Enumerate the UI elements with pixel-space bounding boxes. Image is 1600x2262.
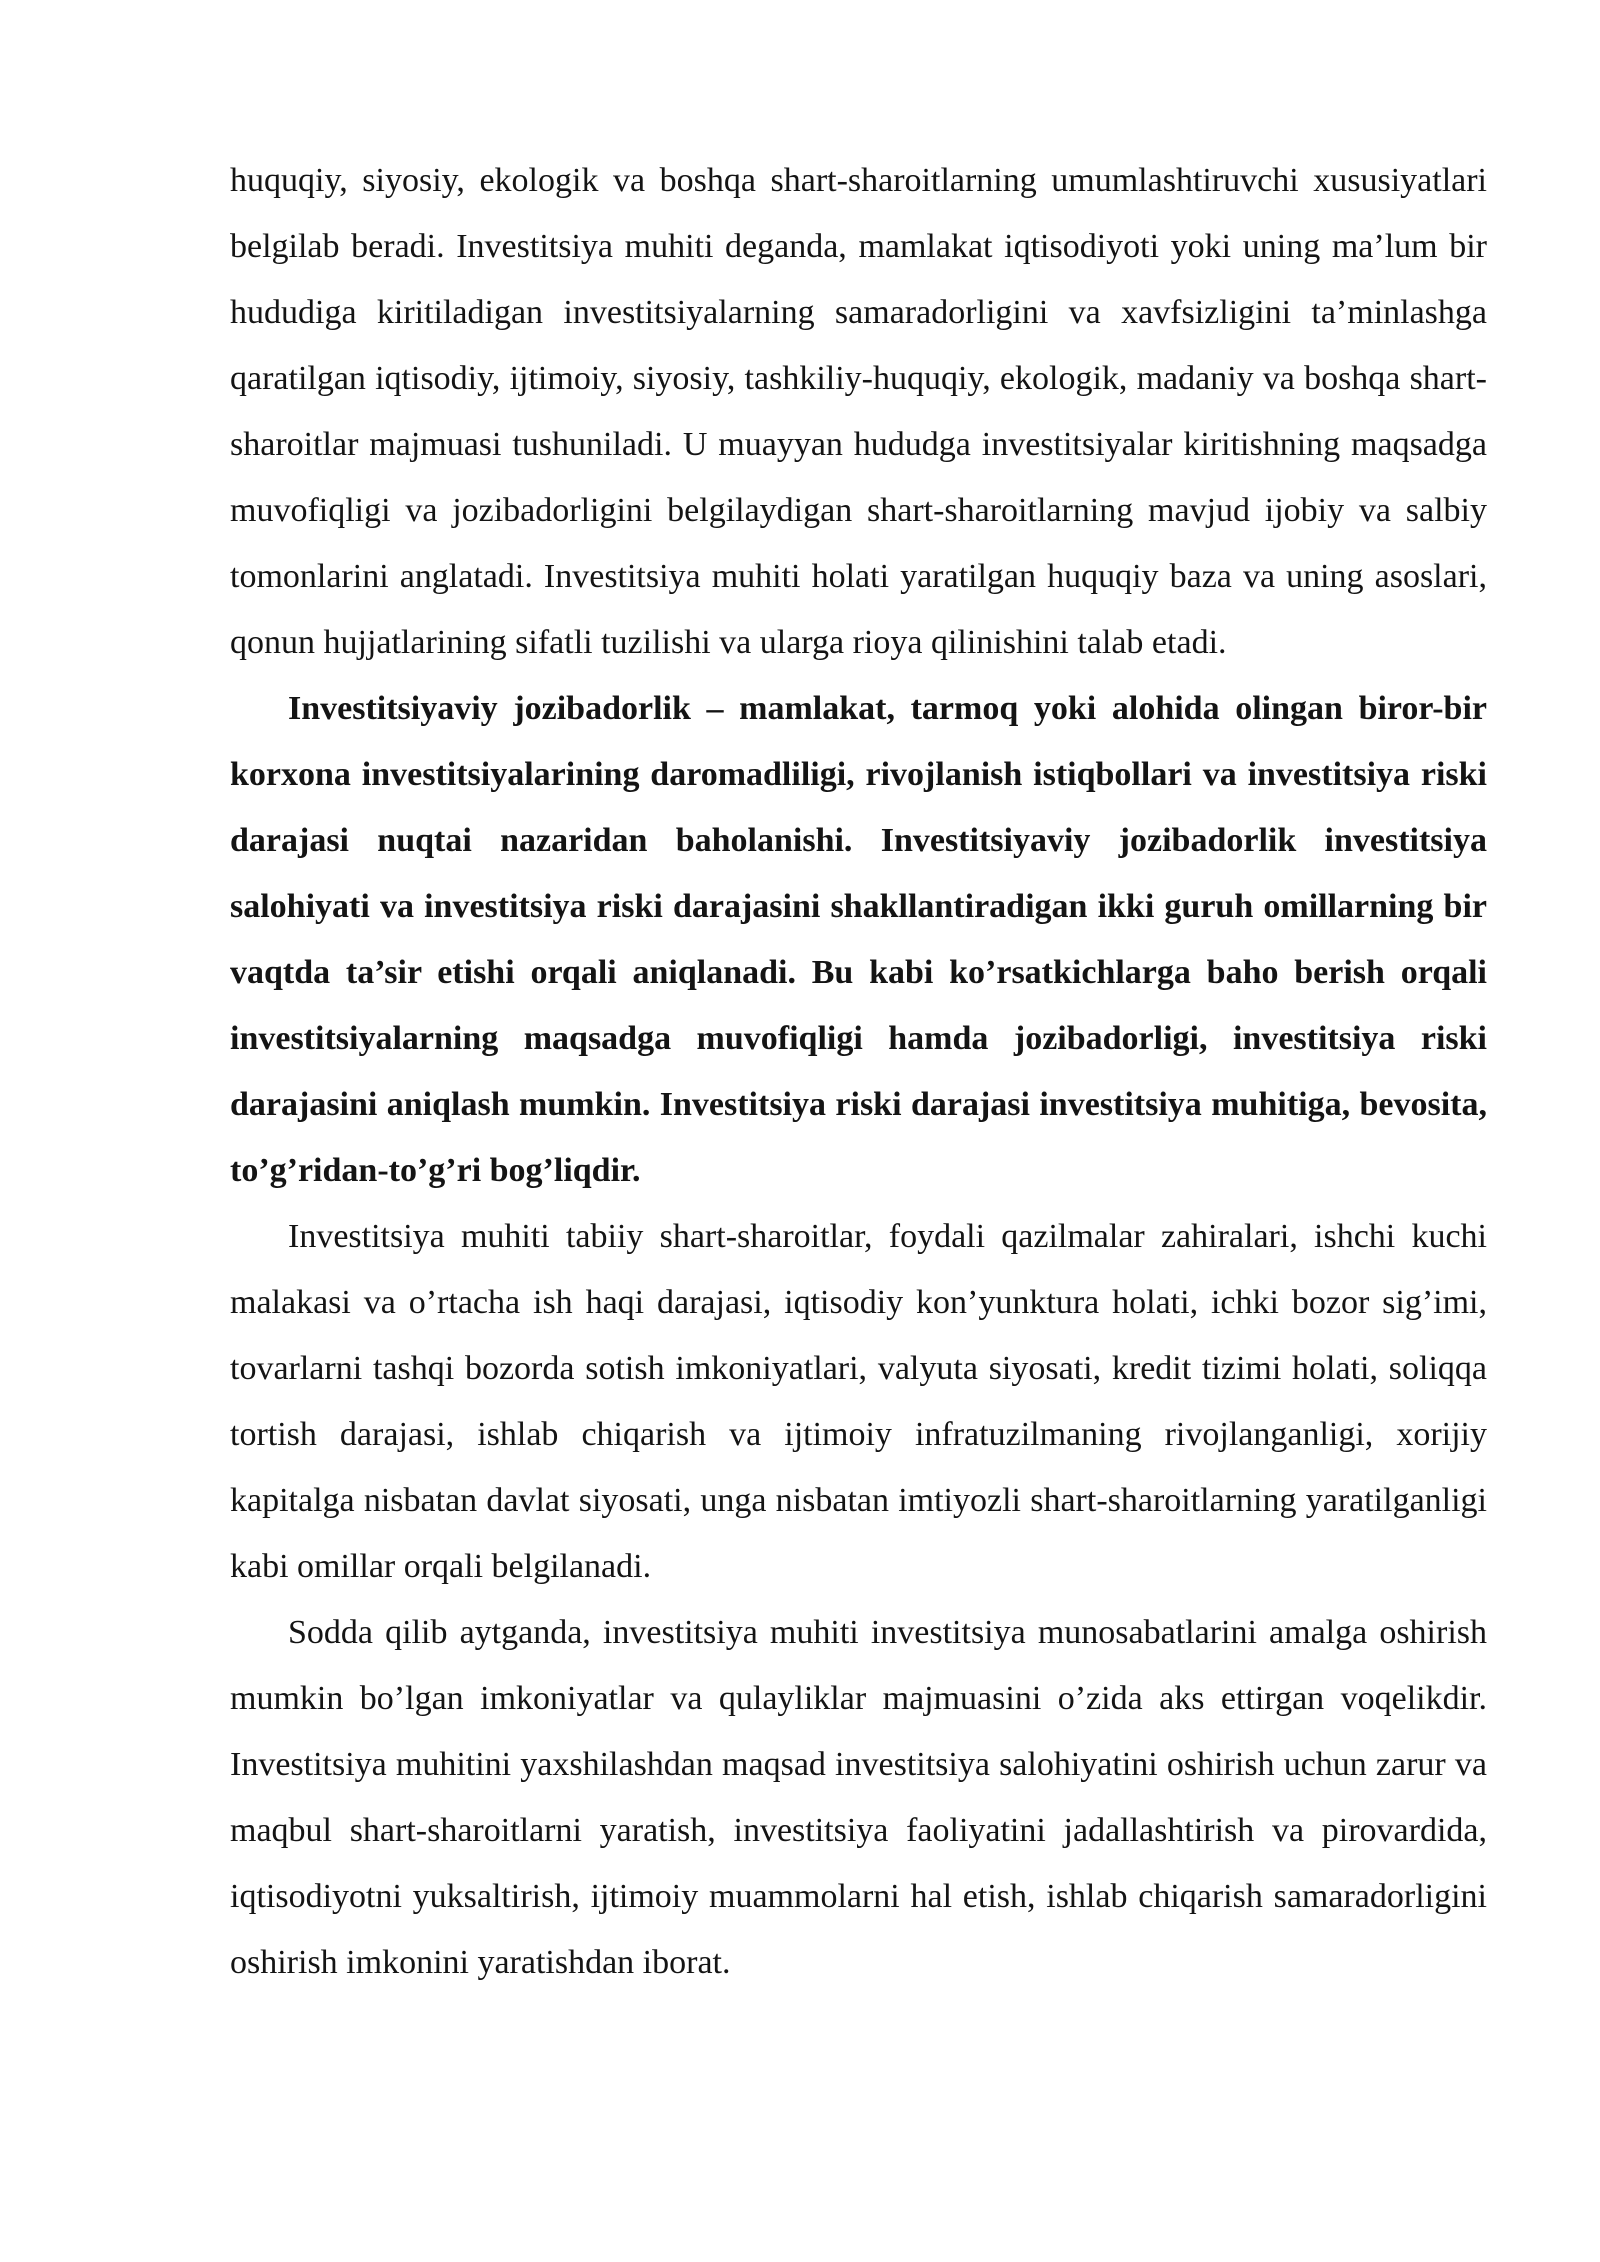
- paragraph-environment-factors: Investitsiya muhiti tabiiy shart-sharoitlar, foydali qazilmalar zahiralari, ishchi kuchi malakasi va o’rtacha ish haqi darajasi, iqtisodiy kon’yunktura holati, ichki bozor sig’imi, tovarlarni tashqi bozorda sotish imkoniyatlari, valyuta siyosati, kredit tizimi holati, soliqqa tortish darajasi, ishlab chiqarish va ijtimoiy infratuzilmaning rivojlanganligi, xorijiy kapitalga nisbatan davlat siyosati, unga nisbatan imtiyozli shart-sharoitlarning yaratilganligi kabi omillar orqali belgilanadi.: [230, 1218, 1487, 1585]
- paragraph-investment-environment-definition: huquqiy, siyosiy, ekologik va boshqa shart-sharoitlarning umumlashtiruvchi xususiyatlari belgilab beradi. Investitsiya muhiti deganda, mamlakat iqtisodiyoti yoki uning ma’lum bir hududiga kiritiladigan investitsiyalarning samaradorligini va xavfsizligini ta’minlashga qaratilgan iqtisodiy, ijtimoiy, siyosiy, tashkiliy-huquqiy, ekologik, madaniy va boshqa shart-sharoitlar majmuasi tushuniladi. U muayyan hududga investitsiyalar kiritishning maqsadga muvofiqligi va jozibadorligini belgilaydigan shart-sharoitlarning mavjud ijobiy va salbiy tomonlarini anglatadi. Investitsiya muhiti holati yaratilgan huquqiy baza va uning asoslari, qonun hujjatlarining sifatli tuzilishi va ularga rioya qilinishini talab etadi.: [230, 162, 1487, 661]
- paragraph-investment-attractiveness: Investitsiyaviy jozibadorlik – mamlakat, tarmoq yoki alohida olingan biror-bir korxona investitsiyalarining daromadliligi, rivojlanish istiqbollari va investitsiya riski darajasi nuqtai nazaridan baholanishi. Investitsiyaviy jozibadorlik investitsiya salohiyati va investitsiya riski darajasini shakllantiradigan ikki guruh omillarning bir vaqtda ta’sir etishi orqali aniqlanadi. Bu kabi ko’rsatkichlarga baho berish orqali investitsiyalarning maqsadga muvofiqligi hamda jozibadorligi, investitsiya riski darajasini aniqlash mumkin. Investitsiya riski darajasi investitsiya muhitiga, bevosita, to’g’ridan-to’g’ri bog’liqdir.: [230, 690, 1487, 1189]
- document-page: [230, 148, 1487, 1996]
- paragraph-environment-summary: Sodda qilib aytganda, investitsiya muhiti investitsiya munosabatlarini amalga oshirish mumkin bo’lgan imkoniyatlar va qulayliklar majmuasini o’zida aks ettirgan voqelikdir. Investitsiya muhitini yaxshilashdan maqsad investitsiya salohiyatini oshirish uchun zarur va maqbul shart-sharoitlarni yaratish, investitsiya faoliyatini jadallashtirish va pirovardida, iqtisodiyotni yuksaltirish, ijtimoiy muammolarni hal etish, ishlab chiqarish samaradorligini oshirish imkonini yaratishdan iborat.: [230, 1614, 1487, 1981]
